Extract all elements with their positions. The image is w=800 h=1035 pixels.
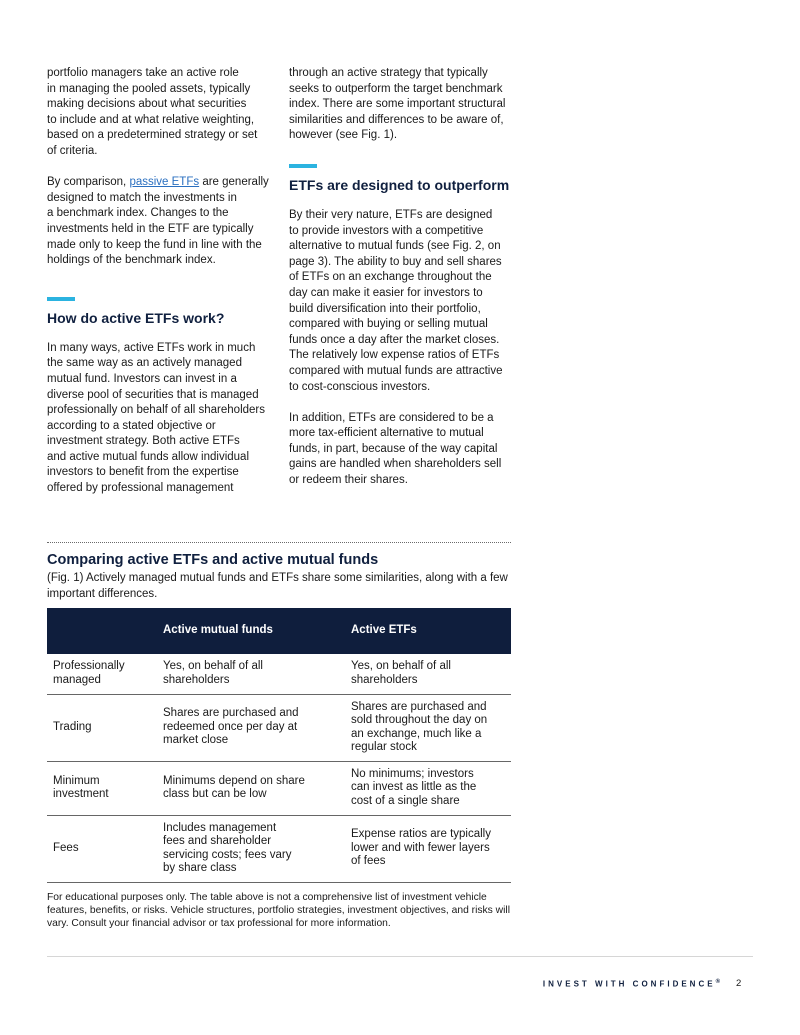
row-label: Minimum investment	[47, 761, 157, 815]
row-label: Professionally managed	[47, 654, 157, 694]
right-para-3: In addition, ETFs are considered to be a more tax-efficient alternative to mutual funds, in part, because of the way capital gains are handled when shareholders sell or redeem their shares.	[289, 411, 502, 487]
table-footnote: For educational purposes only. The table above is not a comprehensive list of investment vehicle features, benefits, or risks. Vehicle structures, portfolio strategies, investment objectives, and risks will vary. Consult your financial advisor or tax professional for more information.	[47, 892, 510, 929]
mutual-cell: Includes management fees and shareholder servicing costs; fees vary by share class	[157, 815, 345, 882]
left-para-1: portfolio managers take an active role in managing the pooled assets, typically making decisions about what securities to include and at what relative weighting, based on a predetermined strategy or set of criteria.	[47, 67, 258, 157]
footer-tagline: INVEST WITH CONFIDENCE®	[542, 979, 720, 989]
mutual-cell: Minimums depend on share class but can be low	[157, 761, 345, 815]
mutual-cell: Yes, on behalf of all shareholders	[157, 654, 345, 694]
table-header-row	[47, 608, 511, 654]
header-mutual-funds: Active mutual funds	[157, 608, 345, 654]
section-heading-outperform: ETFs are designed to outperform	[289, 176, 510, 193]
left-para-2: By comparison, passive ETFs are generally designed to match the investments in a benchmark index. Changes to the investments held in the ETF are typically made only to keep the fund in line with the holdings of the benchmark index.	[47, 176, 269, 267]
table-row	[47, 694, 511, 761]
passive-etfs-link[interactable]: passive ETFs	[129, 176, 200, 189]
header-etfs: Active ETFs	[345, 608, 511, 654]
page-number: 2	[736, 978, 742, 989]
figure-title: Comparing active ETFs and active mutual funds	[47, 552, 379, 568]
table-row	[47, 761, 511, 815]
etf-cell: Shares are purchased and sold throughout the day on an exchange, much like a regular stock	[345, 694, 511, 761]
figure-caption: (Fig. 1) Actively managed mutual funds and ETFs share some similarities, along with a few important differences.	[47, 572, 508, 600]
left-para-3: In many ways, active ETFs work in much the same way as an actively managed mutual fund. Investors can invest in a diverse pool of securities that is managed professionally on behalf of all shareholders according to a stated objective or investment strategy. Both active ETFs and active mutual funds allow individual investors to benefit from the expertise offered by professional management	[47, 341, 265, 495]
footer-divider	[47, 956, 753, 957]
row-label: Fees	[47, 815, 157, 882]
comparison-table	[47, 608, 511, 883]
mutual-cell: Shares are purchased and redeemed once per day at market close	[157, 694, 345, 761]
figure-divider	[47, 542, 511, 543]
header-blank	[47, 608, 157, 654]
left-column	[47, 66, 271, 497]
right-para-2: By their very nature, ETFs are designed to provide investors with a competitive alternative to mutual funds (see Fig. 2, on page 3). The ability to buy and sell shares of ETFs on an exchange throughout the day can make it easier for investors to build diversification into their portfolio, compared with buying or selling mutual funds once a day after the market closes. The relatively low expense ratios of ETFs compared with mutual funds are attractive to cost-conscious investors.	[289, 208, 503, 393]
etf-cell: Expense ratios are typically lower and with fewer layers of fees	[345, 815, 511, 882]
table-row	[47, 815, 511, 882]
etf-cell: Yes, on behalf of all shareholders	[345, 654, 511, 694]
section-heading-active-etfs: How do active ETFs work?	[47, 309, 225, 326]
row-label: Trading	[47, 694, 157, 761]
etf-cell: No minimums; investors can invest as little as the cost of a single share	[345, 761, 511, 815]
trademark-symbol: ®	[715, 979, 720, 985]
right-column	[289, 66, 513, 489]
right-para-1: through an active strategy that typically seeks to outperform the target benchmark index. There are some important structural similarities and differences to be aware of, however (see Fig. 1).	[289, 67, 506, 142]
table-row	[47, 654, 511, 694]
